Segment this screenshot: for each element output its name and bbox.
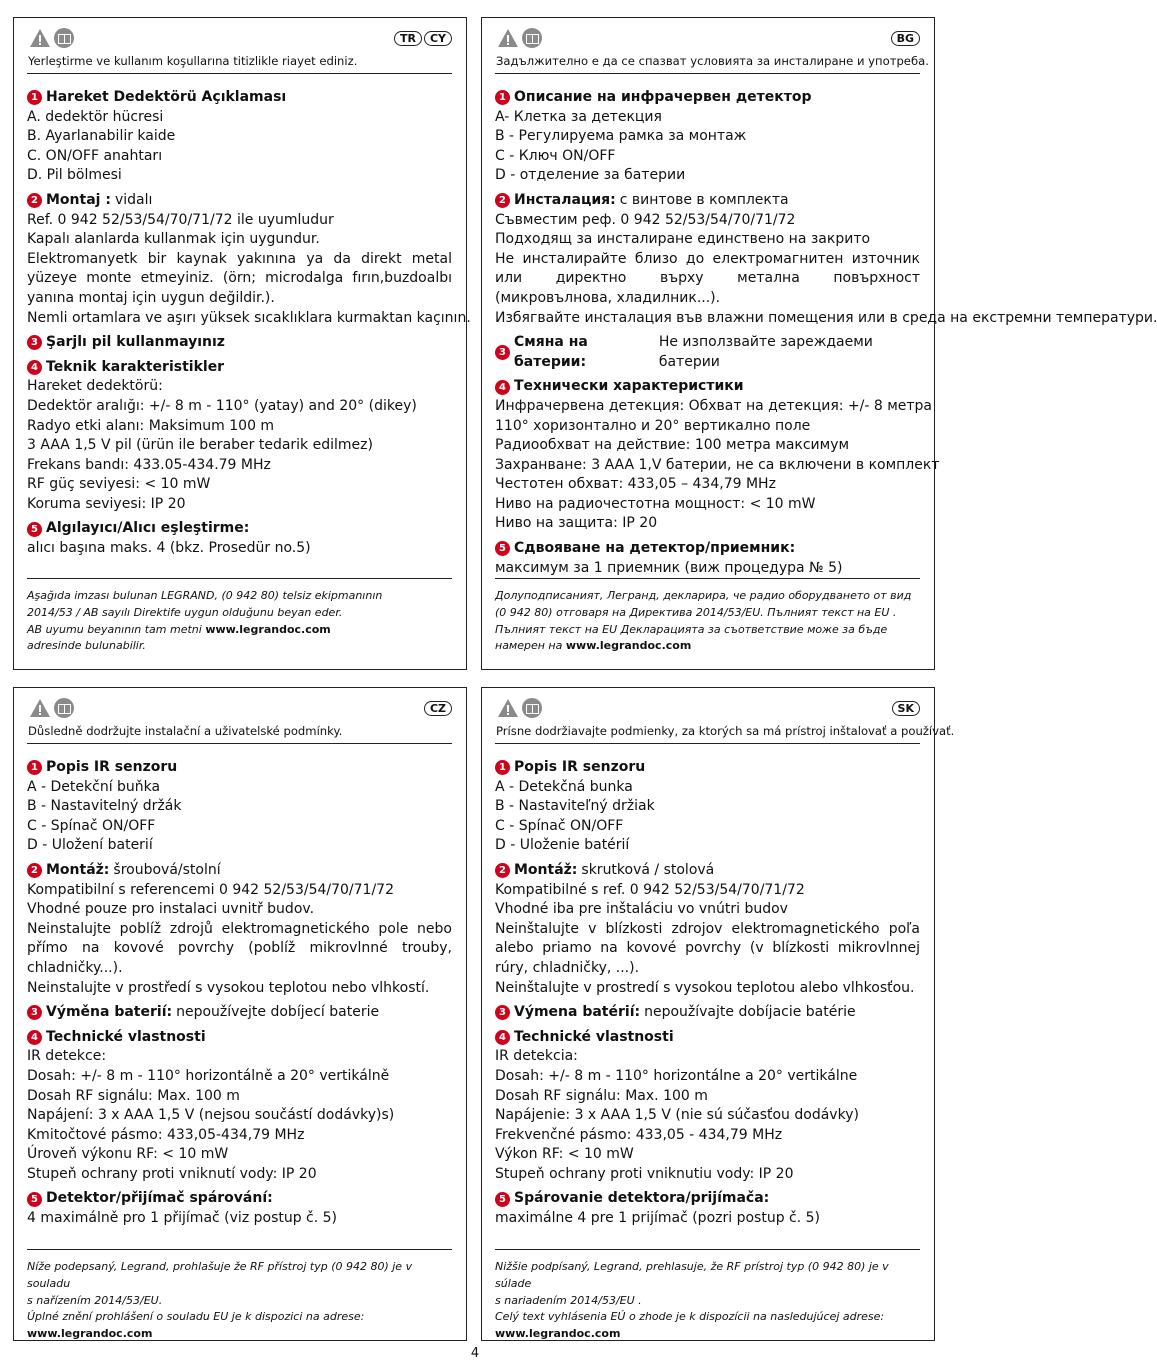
footer-text: Celý text vyhlásenia EÚ o zhode je k dispozícii na nasledujúcej adrese: bbox=[495, 1310, 885, 1324]
declaration-footer bbox=[495, 1249, 920, 1343]
section bbox=[27, 758, 452, 856]
footer-text: 2014/53 / AB sayılı Direktife uygun olduğunu beyan eder. bbox=[27, 605, 343, 619]
declaration-footer bbox=[495, 578, 920, 655]
section-line: Frekans bandı: 433.05-434.79 MHz bbox=[27, 456, 271, 473]
manual-book-icon bbox=[522, 698, 542, 718]
section-line: Инфрачервена детекция: Обхват на детекция: +/- 8 метра bbox=[495, 397, 933, 414]
page-number: 4 bbox=[470, 1346, 480, 1361]
footer-line bbox=[495, 1259, 920, 1293]
section-number-badge: 3 bbox=[27, 1005, 42, 1020]
section bbox=[27, 1028, 452, 1185]
section-number-badge: 4 bbox=[27, 1030, 42, 1045]
section-number-badge: 3 bbox=[495, 1005, 510, 1020]
panel-body bbox=[495, 744, 920, 1229]
section bbox=[27, 88, 452, 186]
section-line: Избягвайте инсталация във влажни помещения или в среда на екстремни температури. bbox=[495, 309, 1157, 326]
footer-line bbox=[495, 622, 920, 639]
section-title: Смяна на батерии: bbox=[514, 334, 588, 370]
footer-text: намерен на bbox=[495, 639, 563, 653]
section-line: A - Detekčná bunka bbox=[495, 778, 633, 795]
section-heading bbox=[495, 377, 920, 397]
section-line: D - Uložení baterií bbox=[27, 837, 153, 854]
footer-text: Долуподписаният, Легранд, декларира, че радио оборудването от вид bbox=[495, 589, 912, 602]
section bbox=[27, 1003, 452, 1023]
section-heading bbox=[495, 861, 920, 881]
footer-text: Úplné znění prohlášení o souladu EU je k dispozici na adrese: bbox=[27, 1310, 365, 1324]
footer-text: Níže podepsaný, Legrand, prohlašuje že RF přístroj typ (0 942 80) je v souladu bbox=[27, 1260, 413, 1290]
section-line: Dedektör aralığı: +/- 8 m - 110° (yatay) and 20° (dikey) bbox=[27, 397, 417, 414]
panel-body bbox=[27, 74, 471, 559]
section-line: Kompatibilní s referencemi 0 942 52/53/54/70/71/72 bbox=[27, 881, 394, 898]
section-line: Dosah: +/- 8 m - 110° horizontálně a 20° vertikálně bbox=[27, 1067, 390, 1084]
section-title-extra: Не използвайте зареждаеми батерии bbox=[658, 334, 873, 370]
panel-sk bbox=[481, 687, 955, 1341]
language-code-badge: BG bbox=[891, 31, 920, 46]
section bbox=[27, 333, 452, 353]
section bbox=[495, 861, 920, 998]
section bbox=[495, 88, 920, 186]
section-heading bbox=[27, 1189, 452, 1209]
section-number-badge: 5 bbox=[27, 1192, 42, 1207]
panel-tr bbox=[13, 17, 471, 670]
section-heading bbox=[27, 1028, 452, 1048]
warning-icon bbox=[29, 28, 51, 48]
section-line: C - Spínač ON/OFF bbox=[495, 817, 624, 834]
section-title: Montaj : bbox=[46, 191, 111, 208]
section-number-badge: 5 bbox=[495, 541, 510, 556]
section bbox=[495, 377, 940, 534]
panel-header bbox=[27, 18, 452, 54]
section-line: Радиообхват на действие: 100 метра максимум bbox=[495, 437, 850, 454]
panel-header bbox=[495, 688, 920, 724]
section-title: Popis IR senzoru bbox=[46, 759, 178, 775]
section-line: A- Клетка за детекция bbox=[495, 108, 662, 125]
section-title: Şarjlı pil kullanmayınız bbox=[46, 334, 225, 351]
section-line: Подходящ за инсталиране единствено на закрито bbox=[495, 231, 871, 248]
section-line: RF güç seviyesi: < 10 mW bbox=[27, 476, 211, 493]
section-heading bbox=[495, 758, 920, 778]
section-line: 3 AAA 1,5 V pil (ürün ile beraber tedarik edilmez) bbox=[27, 437, 373, 454]
language-code-badge: SK bbox=[892, 701, 920, 716]
language-code-badge: CY bbox=[424, 31, 452, 46]
section-heading bbox=[27, 861, 452, 881]
footer-line bbox=[27, 638, 452, 655]
section-title: Detektor/přijímač spárování: bbox=[46, 1190, 273, 1207]
section bbox=[495, 1189, 920, 1228]
section-heading bbox=[495, 539, 920, 559]
section-line: Dosah RF signálu: Max. 100 m bbox=[495, 1087, 708, 1104]
section-number-badge: 4 bbox=[495, 380, 510, 395]
section-line: Koruma seviyesi: IP 20 bbox=[27, 495, 186, 512]
footer-line bbox=[495, 1326, 920, 1343]
footer-line bbox=[495, 1293, 920, 1310]
section-line: Úroveň výkonu RF: < 10 mW bbox=[27, 1146, 229, 1163]
language-codes bbox=[394, 31, 452, 46]
section bbox=[27, 861, 452, 998]
section-line: Hareket dedektörü: bbox=[27, 378, 163, 395]
section-title: Popis IR senzoru bbox=[514, 759, 646, 775]
section-line: Radyo etki alanı: Maksimum 100 m bbox=[27, 417, 275, 434]
section bbox=[495, 758, 920, 856]
section-line: Kmitočtové pásmo: 433,05-434,79 MHz bbox=[27, 1126, 305, 1143]
section-line: Neinstalujte poblíž zdrojů elektromagnetického pole nebo přímo na kovové povrchy (poblíž mikrovlnné trouby, chladničky...). bbox=[27, 920, 452, 976]
section-line: Elektromanyetk bir kaynak yakınına ya da direkt metal yüzeye monte etmeyiniz. (örn; microdalga fırın,buzdoalbı yanına montaj için uygun değildir.). bbox=[27, 250, 452, 306]
section-line: C. ON/OFF anahtarı bbox=[27, 147, 163, 164]
panel-cz bbox=[13, 687, 467, 1341]
section-title-extra: vidalı bbox=[114, 191, 153, 208]
section-line: Stupeň ochrany proti vniknutiu vody: IP 20 bbox=[495, 1165, 794, 1182]
section-title: Spárovanie detektora/prijímača: bbox=[514, 1190, 770, 1207]
section-heading bbox=[27, 1003, 452, 1023]
section-line: Ниво на радиочестотна мощност: < 10 mW bbox=[495, 495, 816, 512]
section-title-extra: skrutková / stolová bbox=[581, 861, 715, 878]
section bbox=[27, 191, 471, 328]
footer-text: Aşağıda imzası bulunan LEGRAND, (0 942 80) telsiz ekipmanının bbox=[27, 589, 383, 602]
section-number-badge: 5 bbox=[495, 1192, 510, 1207]
footer-url-link[interactable]: www.legrandoc.com bbox=[565, 639, 692, 653]
intro-text: Důsledně dodržujte instalační a uživatelské podmínky. bbox=[27, 724, 452, 744]
section bbox=[495, 1003, 920, 1023]
section-number-badge: 4 bbox=[27, 360, 42, 375]
header-icons bbox=[29, 698, 74, 718]
section-heading bbox=[495, 88, 920, 108]
section-number-badge: 1 bbox=[27, 760, 42, 775]
section-line: B - Регулируема рамка за монтаж bbox=[495, 128, 747, 145]
section-number-badge: 2 bbox=[495, 193, 510, 208]
footer-url-link[interactable]: www.legrandoc.com bbox=[495, 1327, 621, 1341]
section bbox=[495, 191, 1157, 328]
section-line: Ниво на защита: IP 20 bbox=[495, 515, 658, 532]
section-line: B - Nastaviteľný držiak bbox=[495, 798, 655, 815]
section-number-badge: 2 bbox=[27, 193, 42, 208]
section-line: Захранване: 3 AAA 1,V батерии, не са включени в комплект bbox=[495, 456, 940, 473]
section-title: Algılayıcı/Alıcı eşleştirme: bbox=[46, 520, 250, 537]
panel-body bbox=[495, 74, 1157, 578]
section-number-badge: 2 bbox=[495, 863, 510, 878]
section-title: Технически характеристики bbox=[514, 378, 744, 395]
section-heading bbox=[495, 333, 920, 372]
section-title: Technické vlastnosti bbox=[46, 1028, 206, 1045]
section-title-extra: nepoužívajte dobíjacie batérie bbox=[644, 1004, 856, 1021]
footer-text: s nařízením 2014/53/EU. bbox=[27, 1293, 163, 1307]
section-line: 110° хоризонтално и 20° вертикално поле bbox=[495, 417, 811, 434]
section-line: D - отделение за батерии bbox=[495, 167, 686, 184]
section bbox=[27, 519, 452, 558]
footer-text: s nariadením 2014/53/EU . bbox=[495, 1293, 642, 1307]
header-icons bbox=[497, 698, 542, 718]
warning-icon bbox=[497, 698, 519, 718]
section-number-badge: 4 bbox=[495, 1030, 510, 1045]
intro-text: Задължително е да се спазват условията за инсталиране и употреба. bbox=[495, 54, 920, 74]
section-line: C - Ключ ON/OFF bbox=[495, 147, 616, 164]
section-title: Инсталация: bbox=[514, 191, 616, 208]
header-icons bbox=[497, 28, 542, 48]
section-heading bbox=[495, 191, 920, 211]
section-line: Ref. 0 942 52/53/54/70/71/72 ile uyumludur bbox=[27, 211, 334, 228]
section-line: maximálne 4 pre 1 prijímač (pozri postup č. 5) bbox=[495, 1210, 820, 1227]
section-number-badge: 5 bbox=[27, 522, 42, 537]
section-title-extra: с винтове в комплекта bbox=[619, 191, 789, 208]
declaration-footer bbox=[27, 578, 452, 655]
declaration-footer bbox=[27, 1249, 452, 1343]
footer-line bbox=[27, 605, 452, 622]
section-line: Dosah: +/- 8 m - 110° horizontálne a 20° vertikálne bbox=[495, 1067, 858, 1084]
section-line: Napájenie: 3 x AAA 1,5 V (nie sú súčasťou dodávky) bbox=[495, 1107, 859, 1124]
manual-book-icon bbox=[54, 28, 74, 48]
panel-header bbox=[27, 688, 452, 724]
section-title-extra: šroubová/stolní bbox=[113, 861, 221, 878]
section-line: Vhodné iba pre inštaláciu vo vnútri budov bbox=[495, 901, 788, 918]
section-line: A - Detekční buňka bbox=[27, 778, 161, 795]
section-heading bbox=[27, 333, 452, 353]
footer-line bbox=[27, 1309, 452, 1326]
panel-header bbox=[495, 18, 920, 54]
section-line: Nemli ortamlara ve aşırı yüksek sıcaklıklara kurmaktan kaçının. bbox=[27, 309, 471, 326]
section-line: C - Spínač ON/OFF bbox=[27, 817, 156, 834]
footer-line bbox=[27, 622, 452, 639]
section-line: максимум за 1 приемник (виж процедура № 5) bbox=[495, 559, 843, 576]
section-line: 4 maximálně pro 1 přijímač (viz postup č. 5) bbox=[27, 1210, 338, 1227]
manual-book-icon bbox=[54, 698, 74, 718]
section-title: Teknik karakteristikler bbox=[46, 358, 225, 375]
section-number-badge: 2 bbox=[27, 863, 42, 878]
section-heading bbox=[27, 758, 452, 778]
footer-text: Nižšie podpísaný, Legrand, prehlasuje, že RF prístroj typ (0 942 80) je v súlade bbox=[495, 1260, 889, 1290]
footer-text: adresinde bulunabilir. bbox=[27, 639, 146, 653]
section-heading bbox=[27, 519, 452, 539]
footer-line bbox=[27, 1326, 452, 1343]
section-line: D - Uloženie batérií bbox=[495, 837, 630, 854]
section-title: Hareket Dedektörü Açıklaması bbox=[46, 89, 287, 105]
section-line: Не инсталирайте близо до електромагнитен източник или директно върху метална повърхност (микровълнова, хладилник...). bbox=[495, 250, 920, 306]
section-line: B. Ayarlanabilir kaide bbox=[27, 128, 176, 145]
footer-url-link[interactable]: www.legrandoc.com bbox=[27, 1327, 153, 1341]
section-title: Описание на инфрачервен детектор bbox=[514, 89, 812, 105]
language-codes bbox=[892, 701, 920, 716]
intro-text: Yerleştirme ve kullanım koşullarına titizlikle riayet ediniz. bbox=[27, 54, 452, 74]
section-number-badge: 1 bbox=[27, 90, 42, 105]
manual-book-icon bbox=[522, 28, 542, 48]
language-code-badge: CZ bbox=[424, 701, 452, 716]
section-line: Kompatibilné s ref. 0 942 52/53/54/70/71/72 bbox=[495, 881, 805, 898]
section bbox=[495, 539, 920, 578]
section bbox=[495, 333, 920, 372]
language-codes bbox=[891, 31, 920, 46]
footer-line bbox=[495, 588, 920, 605]
footer-line bbox=[495, 1309, 920, 1326]
section-line: Výkon RF: < 10 mW bbox=[495, 1146, 634, 1163]
warning-icon bbox=[29, 698, 51, 718]
section-line: Neinštalujte v blízkosti zdrojov elektromagnetického poľa alebo priamo na kovové povrchy (v blízkosti mikrovlnnej rúry, chladničky, ...). bbox=[495, 920, 920, 976]
intro-text: Prísne dodržiavajte podmienky, za ktorých sa má prístroj inštalovať a používať. bbox=[495, 724, 920, 744]
section-line: Stupeň ochrany proti vniknutí vody: IP 20 bbox=[27, 1165, 317, 1182]
panel-body bbox=[27, 744, 452, 1229]
footer-line bbox=[495, 638, 920, 655]
footer-line bbox=[27, 588, 452, 605]
section-line: IR detekcia: bbox=[495, 1048, 578, 1065]
section-heading bbox=[495, 1003, 920, 1023]
section-line: Neinštalujte v prostredí s vysokou teplotou alebo vlhkosťou. bbox=[495, 979, 915, 996]
section-line: Kapalı alanlarda kullanmak için uygundur. bbox=[27, 231, 320, 248]
section-heading bbox=[27, 191, 452, 211]
footer-text: AB uyumu beyanının tam metni bbox=[27, 622, 202, 636]
section-number-badge: 1 bbox=[495, 90, 510, 105]
section bbox=[27, 358, 452, 515]
section-title: Сдвояване на детектор/приемник: bbox=[514, 540, 796, 557]
footer-line bbox=[27, 1259, 452, 1293]
section-title: Technické vlastnosti bbox=[514, 1028, 674, 1045]
section-line: Съвместим реф. 0 942 52/53/54/70/71/72 bbox=[495, 211, 796, 228]
section bbox=[27, 1189, 452, 1228]
section bbox=[495, 1028, 920, 1185]
footer-line bbox=[27, 1293, 452, 1310]
header-icons bbox=[29, 28, 74, 48]
section-title: Montáž: bbox=[514, 861, 578, 878]
section-number-badge: 3 bbox=[495, 345, 510, 360]
warning-icon bbox=[497, 28, 519, 48]
panel-bg bbox=[481, 17, 1157, 670]
section-line: Napájení: 3 x AAA 1,5 V (nejsou součástí dodávky)s) bbox=[27, 1107, 395, 1124]
section-line: IR detekce: bbox=[27, 1048, 107, 1065]
section-title: Výměna baterií: bbox=[46, 1004, 173, 1021]
footer-text: Пълният текст на EU Декларацията за съответствие може за бъде bbox=[495, 622, 888, 636]
footer-url-link[interactable]: www.legrandoc.com bbox=[205, 622, 331, 636]
section-line: Dosah RF signálu: Max. 100 m bbox=[27, 1087, 240, 1104]
section-line: Neinstalujte v prostředí s vysokou teplotou nebo vlhkostí. bbox=[27, 979, 430, 996]
section-line: B - Nastavitelný držák bbox=[27, 798, 182, 815]
section-title-extra: nepoužívejte dobíjecí baterie bbox=[176, 1004, 380, 1021]
language-codes bbox=[424, 701, 452, 716]
section-number-badge: 1 bbox=[495, 760, 510, 775]
section-line: D. Pil bölmesi bbox=[27, 167, 122, 184]
section-title: Montáž: bbox=[46, 861, 110, 878]
section-heading bbox=[495, 1189, 920, 1209]
section-heading bbox=[27, 358, 452, 378]
section-line: Frekvenčné pásmo: 433,05 - 434,79 MHz bbox=[495, 1126, 783, 1143]
section-line: A. dedektör hücresi bbox=[27, 108, 164, 125]
section-heading bbox=[495, 1028, 920, 1048]
footer-line bbox=[495, 605, 920, 622]
section-heading bbox=[27, 88, 452, 108]
section-line: alıcı başına maks. 4 (bkz. Prosedür no.5) bbox=[27, 540, 311, 557]
section-number-badge: 3 bbox=[27, 335, 42, 350]
footer-text: (0 942 80) отговаря на Директива 2014/53/EU. Пълният текст на EU . bbox=[495, 605, 897, 619]
language-code-badge: TR bbox=[394, 31, 422, 46]
section-line: Vhodné pouze pro instalaci uvnitř budov. bbox=[27, 901, 315, 918]
section-line: Честотен обхват: 433,05 – 434,79 MHz bbox=[495, 476, 776, 493]
section-title: Výmena batérií: bbox=[514, 1004, 641, 1021]
